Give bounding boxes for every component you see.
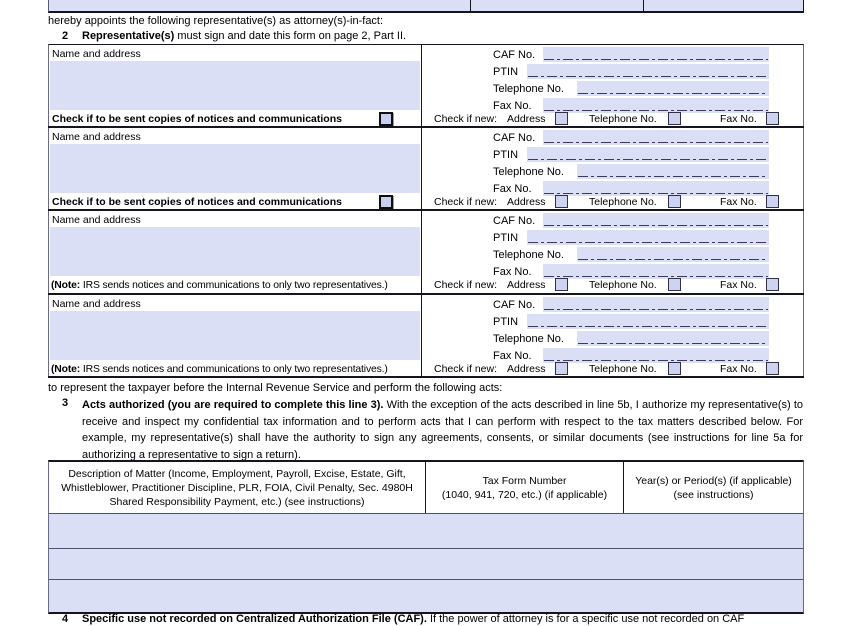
check-if-new-label: Check if new: [434,113,498,125]
caf-no-field[interactable] [543,297,769,312]
representatives-table [48,44,804,378]
description-of-matter-header: Description of Matter (Income, Employment, Payroll, Excise, Estate, Gift, Whistleblower, Practitioner Discipline, PLR, FOIA, Civil Penalty, Sec. 4980H Shared Responsibility Payment, etc.) (see instructions) [61,468,413,508]
fax-no-label: Fax No. [493,266,532,278]
name-address-input[interactable] [50,227,420,276]
name-address-label: Name and address [52,48,141,60]
previous-section-row-remnant [48,0,804,13]
address-new-checkbox[interactable] [555,362,568,375]
ptin-field[interactable] [527,314,769,329]
fax-no-field[interactable] [543,348,769,363]
two-representatives-note [51,280,388,291]
telephone-new-label: Telephone No. [589,363,657,375]
fax-no-field[interactable] [543,98,769,113]
line2-rest: must sign and date this form on page 2, Part II. [174,30,407,42]
years-cell[interactable] [624,514,803,548]
years-cell[interactable] [624,549,803,579]
years-cell[interactable] [624,580,803,612]
name-address-input[interactable] [50,311,420,360]
caf-no-label: CAF No. [493,49,536,61]
address-new-label: Address [507,196,546,208]
address-new-label: Address [507,113,546,125]
name-address-label: Name and address [52,214,141,226]
column-divider [643,0,644,11]
telephone-new-label: Telephone No. [589,279,657,291]
line2-number: 2 [62,30,69,42]
line2-text [82,30,406,43]
notices-copies-checkbox[interactable] [379,112,393,126]
fax-new-checkbox[interactable] [766,112,779,125]
represent-taxpayer-text: to represent the taxpayer before the Internal Revenue Service and perform the following acts: [48,382,503,394]
line4-rest: If the power of attorney is for a specific use not recorded on CAF [426,613,745,625]
telephone-no-field[interactable] [577,164,769,179]
notices-copies-label: Check if to be sent copies of notices and communications [52,113,342,125]
representative-block-4 [49,295,803,378]
line2-bold: Representative(s) [82,30,175,42]
name-address-input[interactable] [50,61,420,110]
column-divider [470,0,471,11]
tax-form-cell[interactable] [426,549,623,579]
ptin-field[interactable] [527,147,769,162]
ptin-field[interactable] [527,64,769,79]
telephone-new-checkbox[interactable] [668,112,681,125]
address-new-checkbox[interactable] [555,195,568,208]
description-cell[interactable] [49,549,425,579]
line3-bold: Acts authorized (you are required to complete this line 3). [82,399,384,411]
fax-new-label: Fax No. [720,196,757,208]
ptin-label: PTIN [493,149,519,161]
telephone-no-label: Telephone No. [493,83,564,95]
ptin-label: PTIN [493,232,519,244]
caf-no-label: CAF No. [493,132,536,144]
acts-table-row-3 [49,579,803,612]
tax-form-cell[interactable] [426,514,623,548]
telephone-no-field[interactable] [577,247,769,262]
notices-copies-label: Check if to be sent copies of notices and communications [52,196,342,208]
acts-table [48,460,804,614]
fax-new-checkbox[interactable] [766,362,779,375]
telephone-new-checkbox[interactable] [668,195,681,208]
years-periods-header-line2: (see instructions) [673,489,754,501]
notices-copies-checkbox[interactable] [379,195,393,209]
address-new-label: Address [507,363,546,375]
representative-block-1 [49,45,803,128]
line4-number: 4 [62,613,69,625]
note-bold: (Note: [51,280,81,291]
years-periods-header [624,474,803,502]
acts-table-row-1 [49,513,803,548]
years-periods-header-line1: Year(s) or Period(s) (if applicable) [635,475,792,487]
address-new-checkbox[interactable] [555,112,568,125]
fax-new-checkbox[interactable] [766,195,779,208]
note-bold: (Note: [51,364,81,375]
tax-form-number-header [426,474,623,502]
caf-no-field[interactable] [543,213,769,228]
ptin-label: PTIN [493,66,519,78]
line4-bold: Specific use not recorded on Centralized Authorization File (CAF). [82,613,427,625]
description-cell[interactable] [49,514,425,548]
line3-number: 3 [62,397,69,409]
fax-no-label: Fax No. [493,183,532,195]
caf-no-field[interactable] [543,47,769,62]
telephone-new-label: Telephone No. [589,113,657,125]
telephone-new-label: Telephone No. [589,196,657,208]
representative-block-3 [49,211,803,295]
check-if-new-label: Check if new: [434,196,498,208]
acts-table-row-2 [49,548,803,579]
telephone-no-label: Telephone No. [493,249,564,261]
check-if-new-label: Check if new: [434,363,498,375]
caf-no-field[interactable] [543,130,769,145]
telephone-no-field[interactable] [577,81,769,96]
two-representatives-note [51,364,388,375]
representative-block-2 [49,128,803,211]
telephone-no-label: Telephone No. [493,166,564,178]
line3-rest: With the exception of the acts described in line 5b, I authorize my representative(s) to receive and inspect my confidential tax information and to perform acts that I can perform with respect to the tax matters described below. For example, my representative(s) shall have the authority to sign any agreements, consents, or similar documents (see instructions for line 5a for authorizing a representative to sign a return). [82,399,803,461]
telephone-new-checkbox[interactable] [668,362,681,375]
fax-new-checkbox[interactable] [766,278,779,291]
name-address-label: Name and address [52,298,141,310]
check-if-new-label: Check if new: [434,279,498,291]
note-rest: IRS sends notices and communications to only two representatives.) [80,364,388,375]
fax-no-label: Fax No. [493,350,532,362]
ptin-field[interactable] [527,230,769,245]
telephone-new-checkbox[interactable] [668,278,681,291]
description-cell[interactable] [49,580,425,612]
fax-new-label: Fax No. [720,363,757,375]
name-address-input[interactable] [50,144,420,193]
fax-no-field[interactable] [543,264,769,279]
address-new-label: Address [507,279,546,291]
row-border [48,376,804,378]
fax-no-field[interactable] [543,181,769,196]
tax-form-cell[interactable] [426,580,623,612]
tax-form-number-header-line1: Tax Form Number [482,475,567,487]
telephone-no-field[interactable] [577,331,769,346]
acts-authorized-paragraph [82,397,803,463]
telephone-no-label: Telephone No. [493,333,564,345]
tax-form-number-header-line2: (1040, 941, 720, etc.) (if applicable) [441,489,608,501]
address-new-checkbox[interactable] [555,278,568,291]
intro-text: hereby appoints the following representative(s) as attorney(s)-in-fact: [48,15,384,27]
note-rest: IRS sends notices and communications to only two representatives.) [80,280,388,291]
fax-new-label: Fax No. [720,279,757,291]
caf-no-label: CAF No. [493,215,536,227]
name-address-label: Name and address [52,131,141,143]
fax-no-label: Fax No. [493,100,532,112]
caf-no-label: CAF No. [493,299,536,311]
ptin-label: PTIN [493,316,519,328]
fax-new-label: Fax No. [720,113,757,125]
